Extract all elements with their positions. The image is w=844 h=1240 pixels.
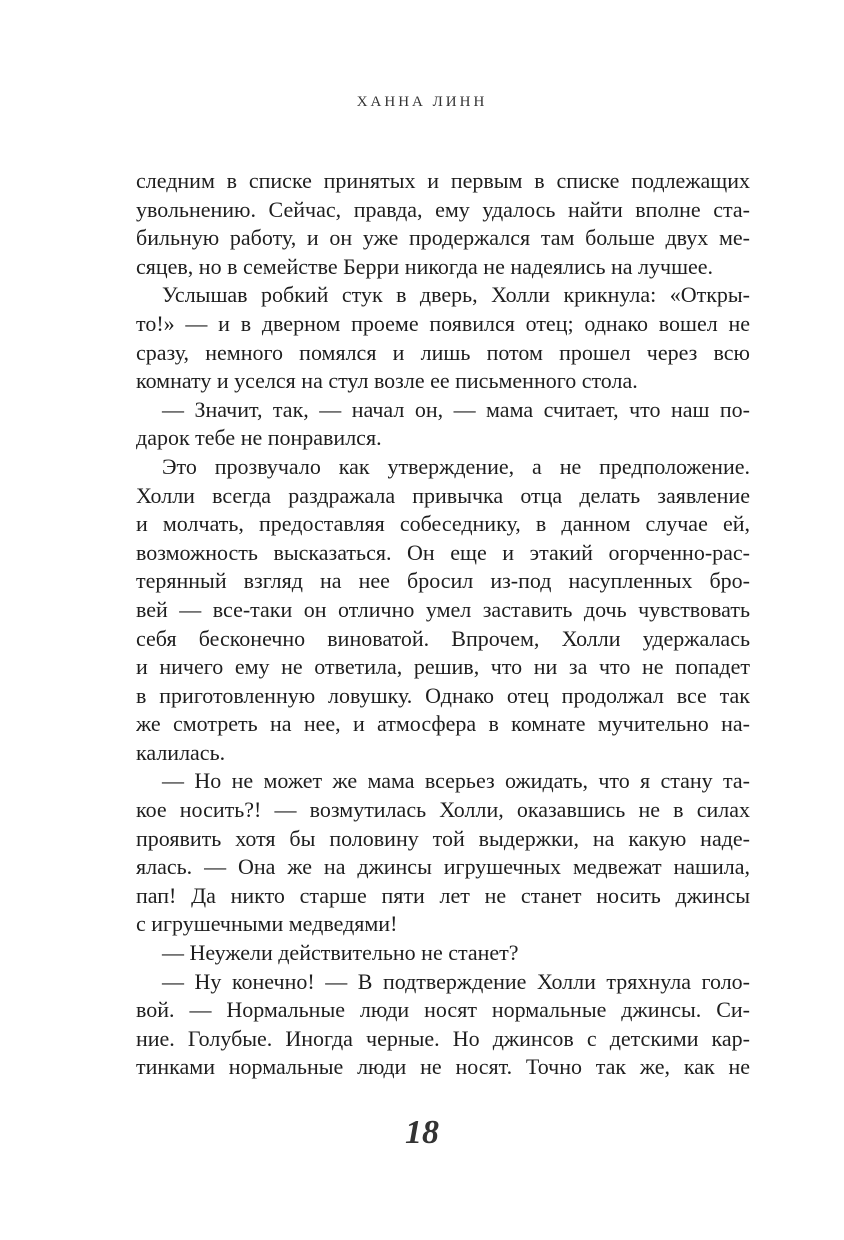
text-line: с игрушечными медведями! [136, 911, 398, 937]
text-line: ние. Голубые. Иногда черные. Но джинсов с детскими кар- [136, 1025, 750, 1051]
text-line: вей — все-таки он отлично умел заставить дочь чувствовать [136, 596, 750, 622]
text-line: вой. — Нормальные люди носят нормальные джинсы. Си- [136, 997, 750, 1023]
text-line: и ничего ему не ответила, решив, что ни за что не попадет [136, 654, 750, 680]
text-line: увольнению. Сейчас, правда, ему удалось найти вполне ста- [136, 196, 750, 222]
text-line: и молчать, предоставляя собеседнику, в данном случае ей, [136, 511, 750, 537]
body-text [136, 167, 750, 1082]
text-line: терянный взгляд на нее бросил из-под насупленных бро- [136, 568, 750, 594]
text-line: Холли всегда раздражала привычка отца делать заявление [136, 482, 750, 508]
text-line: комнату и уселся на стул возле ее письменного стола. [136, 368, 638, 394]
text-line: следним в списке принятых и первым в списке подлежащих [136, 168, 750, 193]
page-number: 18 [405, 1114, 439, 1151]
text-line: пап! Да никто старше пяти лет не станет носить джинсы [136, 882, 750, 908]
running-head: ХАННА ЛИНН [356, 94, 488, 110]
text-line: же смотреть на нее, и атмосфера в комнате мучительно на- [136, 711, 750, 737]
text-line: ялась. — Она же на джинсы игрушечных медвежат нашила, [136, 854, 750, 880]
text-line: бильную работу, и он уже продержался там больше двух ме- [136, 225, 750, 251]
text-line: проявить хотя бы половину той выдержки, на какую наде- [136, 825, 750, 851]
text-line: Услышав робкий стук в дверь, Холли крикнула: «Откры- [162, 282, 750, 308]
text-line: сразу, немного помялся и лишь потом прошел через всю [136, 339, 750, 365]
text-line: кое носить?! — возмутилась Холли, оказавшись не в силах [136, 797, 750, 823]
text-line: в приготовленную ловушку. Однако отец продолжал все так [136, 682, 750, 708]
text-line: — Неужели действительно не станет? [162, 940, 519, 966]
text-line: дарок тебе не понравился. [136, 425, 382, 451]
text-line: то!» — и в дверном проеме появился отец; однако вошел не [136, 310, 750, 336]
text-line: тинками нормальные люди не носят. Точно так же, как не [136, 1054, 750, 1080]
text-line: калилась. [136, 739, 226, 765]
text-line: — Ну конечно! — В подтверждение Холли тряхнула голо- [162, 968, 750, 994]
text-line: возможность высказаться. Он еще и этакий огорченно-рас- [136, 539, 750, 565]
text-line: Это прозвучало как утверждение, а не предположение. [162, 453, 750, 479]
text-line: — Но не может же мама всерьез ожидать, что я стану та- [162, 768, 750, 794]
text-line: себя бесконечно виноватой. Впрочем, Холли удержалась [136, 625, 750, 651]
text-line: — Значит, так, — начал он, — мама считает, что наш по- [162, 396, 750, 422]
text-line: сяцев, но в семействе Берри никогда не надеялись на лучшее. [136, 253, 714, 279]
